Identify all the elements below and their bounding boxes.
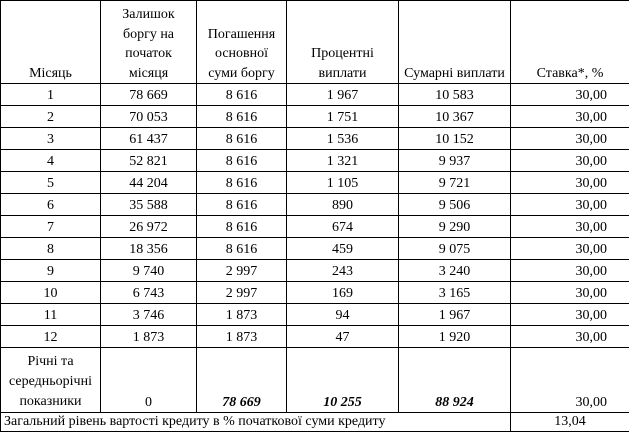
table-row xyxy=(1,128,629,150)
cell-principal: 8 616 xyxy=(197,84,287,106)
header-total: Сумарні виплати xyxy=(399,1,511,84)
cell-balance: 26 972 xyxy=(101,216,197,238)
cell-interest: 94 xyxy=(287,304,399,326)
table-row xyxy=(1,84,629,106)
cell-principal: 2 997 xyxy=(197,282,287,304)
cell-interest: 1 536 xyxy=(287,128,399,150)
header-rate: Ставка*, % xyxy=(511,1,629,84)
cell-principal: 8 616 xyxy=(197,194,287,216)
cell-balance: 18 356 xyxy=(101,238,197,260)
table-row xyxy=(1,216,629,238)
table-row xyxy=(1,304,629,326)
cell-balance: 44 204 xyxy=(101,172,197,194)
cell-interest: 243 xyxy=(287,260,399,282)
cell-month: 6 xyxy=(1,194,101,216)
cell-month: 8 xyxy=(1,238,101,260)
table-row xyxy=(1,238,629,260)
summary-value: 13,04 xyxy=(511,413,629,432)
cell-balance: 6 743 xyxy=(101,282,197,304)
cell-total: 1 920 xyxy=(399,326,511,348)
cell-rate: 30,00 xyxy=(511,238,629,260)
cell-rate: 30,00 xyxy=(511,260,629,282)
table-row xyxy=(1,106,629,128)
summary-row xyxy=(1,413,629,432)
cell-total: 9 721 xyxy=(399,172,511,194)
cell-rate: 30,00 xyxy=(511,172,629,194)
totals-principal: 78 669 xyxy=(197,348,287,413)
cell-rate: 30,00 xyxy=(511,84,629,106)
cell-month: 3 xyxy=(1,128,101,150)
cell-balance: 9 740 xyxy=(101,260,197,282)
cell-principal: 8 616 xyxy=(197,238,287,260)
cell-month: 11 xyxy=(1,304,101,326)
cell-total: 3 240 xyxy=(399,260,511,282)
totals-rate: 30,00 xyxy=(511,348,629,413)
totals-row xyxy=(1,348,629,413)
cell-balance: 52 821 xyxy=(101,150,197,172)
cell-total: 1 967 xyxy=(399,304,511,326)
table-row xyxy=(1,326,629,348)
cell-month: 2 xyxy=(1,106,101,128)
header-row xyxy=(1,1,629,84)
cell-balance: 3 746 xyxy=(101,304,197,326)
cell-month: 7 xyxy=(1,216,101,238)
cell-interest: 1 967 xyxy=(287,84,399,106)
cell-interest: 674 xyxy=(287,216,399,238)
table-row xyxy=(1,260,629,282)
cell-rate: 30,00 xyxy=(511,128,629,150)
cell-month: 12 xyxy=(1,326,101,348)
cell-interest: 1 751 xyxy=(287,106,399,128)
cell-total: 9 937 xyxy=(399,150,511,172)
cell-total: 10 152 xyxy=(399,128,511,150)
cell-month: 1 xyxy=(1,84,101,106)
cell-principal: 2 997 xyxy=(197,260,287,282)
table-row xyxy=(1,194,629,216)
cell-total: 9 075 xyxy=(399,238,511,260)
cell-interest: 459 xyxy=(287,238,399,260)
cell-principal: 1 873 xyxy=(197,304,287,326)
table-row xyxy=(1,172,629,194)
totals-label: Річні та середньорічні показники xyxy=(1,348,101,413)
cell-principal: 8 616 xyxy=(197,216,287,238)
cell-rate: 30,00 xyxy=(511,150,629,172)
cell-principal: 8 616 xyxy=(197,172,287,194)
cell-interest: 47 xyxy=(287,326,399,348)
cell-month: 4 xyxy=(1,150,101,172)
header-interest: Процентні виплати xyxy=(287,1,399,84)
cell-principal: 8 616 xyxy=(197,106,287,128)
table-row xyxy=(1,282,629,304)
header-month: Місяць xyxy=(1,1,101,84)
cell-month: 5 xyxy=(1,172,101,194)
table-row xyxy=(1,150,629,172)
cell-rate: 30,00 xyxy=(511,194,629,216)
summary-label: Загальний рівень вартості кредиту в % початкової суми кредиту xyxy=(1,413,511,432)
cell-total: 10 367 xyxy=(399,106,511,128)
header-balance: Залишок боргу на початок місяця xyxy=(101,1,197,84)
totals-interest: 10 255 xyxy=(287,348,399,413)
cell-rate: 30,00 xyxy=(511,326,629,348)
cell-principal: 1 873 xyxy=(197,326,287,348)
cell-rate: 30,00 xyxy=(511,304,629,326)
cell-total: 9 290 xyxy=(399,216,511,238)
cell-balance: 78 669 xyxy=(101,84,197,106)
cell-rate: 30,00 xyxy=(511,216,629,238)
cell-rate: 30,00 xyxy=(511,106,629,128)
cell-principal: 8 616 xyxy=(197,150,287,172)
cell-total: 3 165 xyxy=(399,282,511,304)
cell-balance: 61 437 xyxy=(101,128,197,150)
cell-interest: 1 321 xyxy=(287,150,399,172)
cell-interest: 1 105 xyxy=(287,172,399,194)
totals-total: 88 924 xyxy=(399,348,511,413)
cell-month: 9 xyxy=(1,260,101,282)
cell-total: 9 506 xyxy=(399,194,511,216)
header-principal: Погашення основної суми боргу xyxy=(197,1,287,84)
cell-principal: 8 616 xyxy=(197,128,287,150)
cell-rate: 30,00 xyxy=(511,282,629,304)
cell-balance: 1 873 xyxy=(101,326,197,348)
cell-total: 10 583 xyxy=(399,84,511,106)
cell-month: 10 xyxy=(1,282,101,304)
cell-interest: 890 xyxy=(287,194,399,216)
cell-interest: 169 xyxy=(287,282,399,304)
cell-balance: 35 588 xyxy=(101,194,197,216)
cell-balance: 70 053 xyxy=(101,106,197,128)
totals-balance: 0 xyxy=(101,348,197,413)
